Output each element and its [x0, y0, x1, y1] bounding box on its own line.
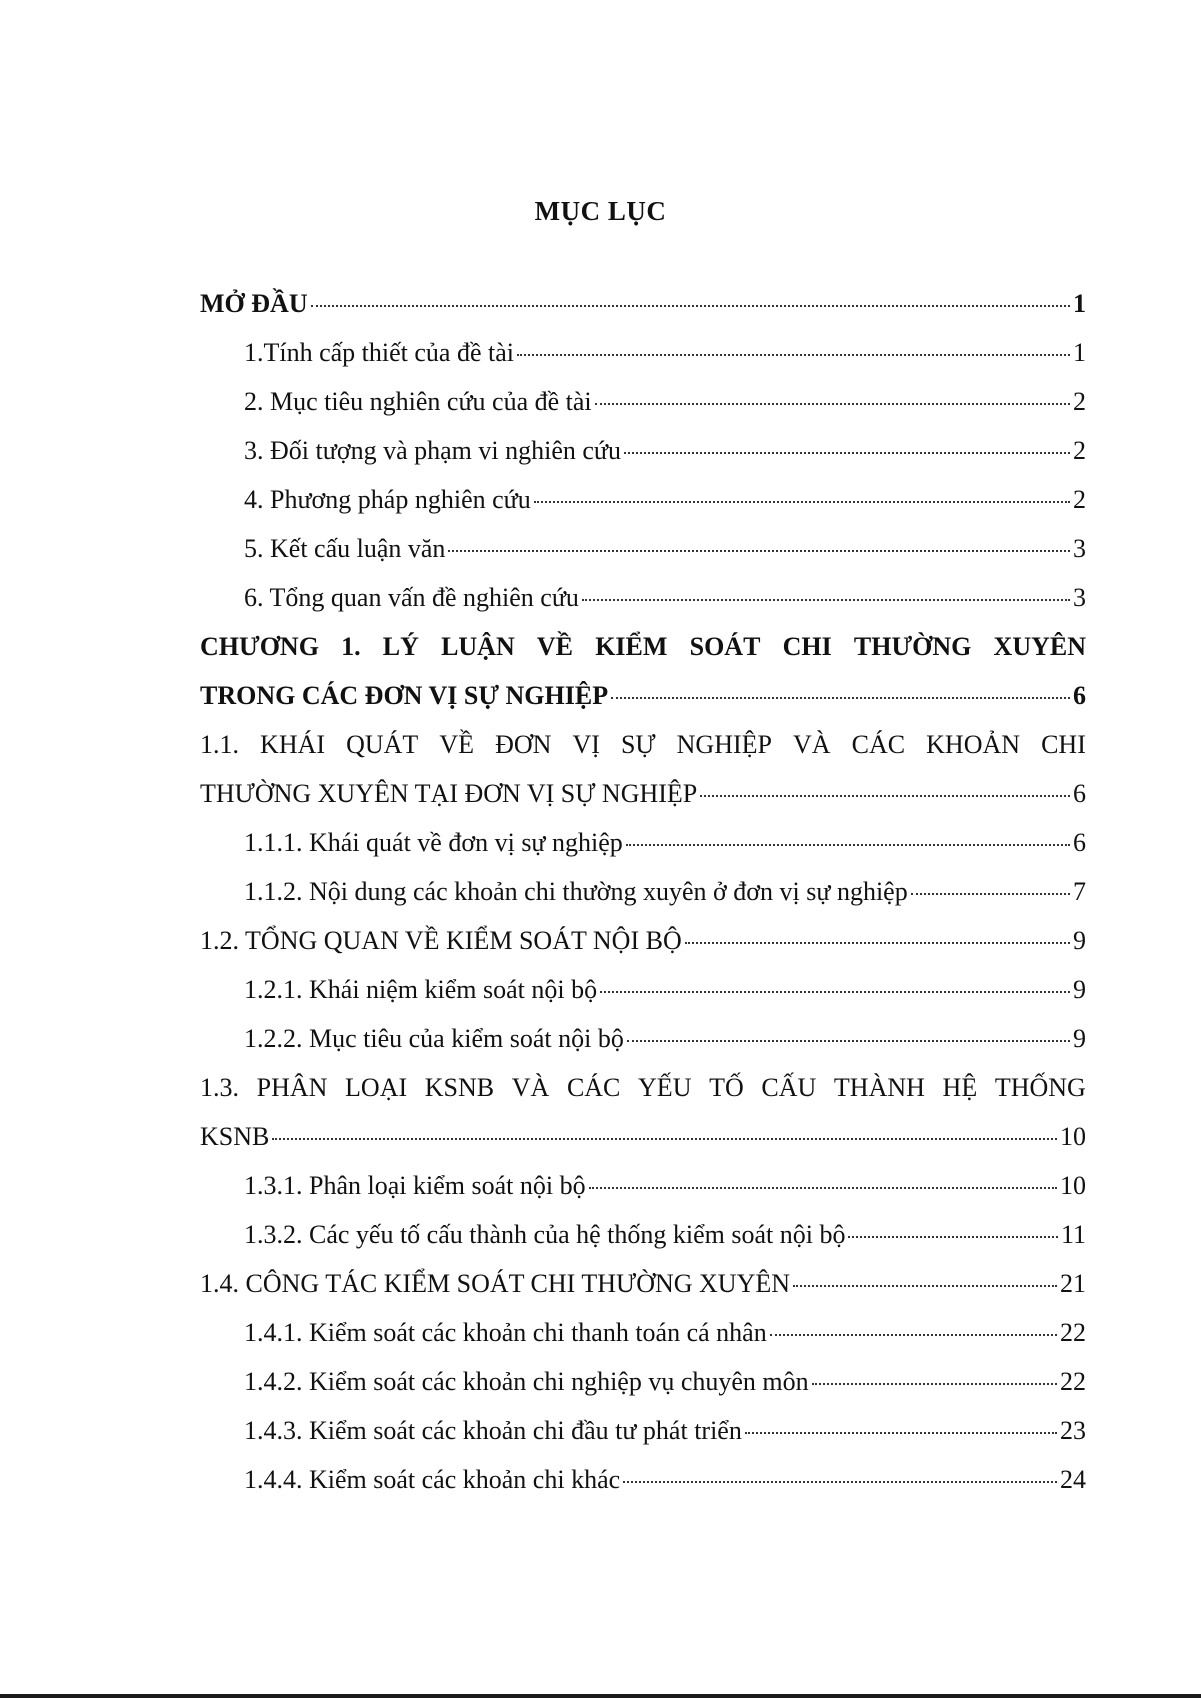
- toc-entry-label: 4. Phương pháp nghiên cứu: [244, 485, 531, 514]
- heading-word: KHÁI: [260, 730, 326, 759]
- toc-entry-heading-line: [200, 1074, 1086, 1123]
- toc-entry-page: 22: [1060, 1318, 1086, 1347]
- dot-leader: [311, 305, 1070, 307]
- toc-entry: [200, 878, 1086, 927]
- heading-word: ĐƠN: [495, 730, 552, 759]
- heading-word: KHOẢN: [926, 730, 1021, 759]
- heading-word: KSNB: [424, 1073, 495, 1102]
- heading-word: VỀ: [536, 632, 574, 661]
- toc-entry-label: 5. Kết cấu luận văn: [244, 534, 446, 563]
- dot-leader: [812, 1383, 1057, 1385]
- toc-entry: [200, 584, 1086, 633]
- heading-word: CHI: [1041, 730, 1086, 759]
- dot-leader: [611, 697, 1070, 699]
- toc-entry-label: KSNB: [200, 1122, 270, 1151]
- heading-word: XUYÊN: [993, 632, 1086, 661]
- page-bottom-border: [0, 1694, 1201, 1698]
- dot-leader: [627, 1040, 1070, 1042]
- heading-word: NGHIỆP: [676, 730, 772, 759]
- dot-leader: [624, 452, 1070, 454]
- toc-entry-page: 7: [1073, 877, 1086, 906]
- toc-entry: [200, 1417, 1086, 1466]
- toc-entry-label: TRONG CÁC ĐƠN VỊ SỰ NGHIỆP: [200, 681, 609, 710]
- dot-leader: [582, 599, 1070, 601]
- toc-entry-label: MỞ ĐẦU: [200, 289, 308, 318]
- toc-entry-page: 6: [1073, 828, 1086, 857]
- dot-leader: [272, 1138, 1057, 1140]
- heading-word: 1.1.: [200, 730, 239, 759]
- toc-entry-page: 2: [1073, 485, 1086, 514]
- toc-entry-label: 3. Đối tượng và phạm vi nghiên cứu: [244, 436, 621, 465]
- toc-entry: [200, 829, 1086, 878]
- toc-entry-page: 6: [1073, 779, 1086, 808]
- dot-leader: [623, 1481, 1057, 1483]
- heading-word: KIỂM: [595, 632, 668, 661]
- toc-entry: [200, 1172, 1086, 1221]
- toc-entry-label: 1.Tính cấp thiết của đề tài: [244, 338, 515, 367]
- toc-entry: [200, 780, 1086, 829]
- heading-word: TỐ: [709, 1073, 744, 1102]
- toc-entry: [200, 682, 1086, 731]
- heading-word: VỊ: [572, 730, 600, 759]
- toc-entry: [200, 976, 1086, 1025]
- toc-entry: [200, 1025, 1086, 1074]
- toc-entry-page: 1: [1073, 338, 1086, 367]
- toc-entry-label: 1.4.3. Kiểm soát các khoản chi đầu tư phát triển: [244, 1416, 742, 1445]
- toc-entry: [200, 927, 1086, 976]
- table-of-contents: [200, 290, 1086, 1515]
- toc-entry-page: 9: [1073, 926, 1086, 955]
- heading-word: LOẠI: [345, 1073, 408, 1102]
- toc-entry-page: 9: [1073, 1024, 1086, 1053]
- toc-entry: [200, 437, 1086, 486]
- heading-word: LUẬN: [441, 632, 515, 661]
- toc-entry-page: 10: [1060, 1122, 1086, 1151]
- heading-word: THÀNH: [833, 1073, 925, 1102]
- toc-entry-label: THƯỜNG XUYÊN TẠI ĐƠN VỊ SỰ NGHIỆP: [200, 779, 698, 808]
- heading-word: QUÁT: [346, 730, 419, 759]
- toc-entry-label: 1.2.1. Khái niệm kiểm soát nội bộ: [244, 975, 598, 1004]
- toc-entry: [200, 1466, 1086, 1515]
- toc-entry: [200, 388, 1086, 437]
- toc-entry-label: 1.1.1. Khái quát về đơn vị sự nghiệp: [244, 828, 623, 857]
- toc-entry: [200, 535, 1086, 584]
- toc-entry-label: 1.1.2. Nội dung các khoản chi thường xuyên ở đơn vị sự nghiệp: [244, 877, 908, 906]
- toc-entry-label: 1.2. TỔNG QUAN VỀ KIỂM SOÁT NỘI BỘ: [200, 926, 682, 955]
- heading-word: THỐNG: [994, 1073, 1086, 1102]
- toc-entry-page: 22: [1060, 1367, 1086, 1396]
- heading-word: CHI: [782, 632, 832, 661]
- toc-entry-page: 2: [1073, 436, 1086, 465]
- heading-word: VÀ: [793, 730, 831, 759]
- dot-leader: [848, 1236, 1057, 1238]
- heading-word: VỀ: [439, 730, 475, 759]
- toc-entry-page: 9: [1073, 975, 1086, 1004]
- toc-entry-page: 11: [1060, 1220, 1086, 1249]
- toc-entry-label: 1.2.2. Mục tiêu của kiểm soát nội bộ: [244, 1024, 624, 1053]
- dot-leader: [793, 1285, 1057, 1287]
- dot-leader: [448, 550, 1070, 552]
- dot-leader: [595, 403, 1070, 405]
- toc-entry-heading-line: [200, 731, 1086, 780]
- toc-entry-page: 1: [1073, 289, 1086, 318]
- page-title: MỤC LỤC: [534, 196, 667, 226]
- heading-word: CHƯƠNG: [200, 632, 319, 661]
- toc-entry-page: 24: [1060, 1465, 1086, 1494]
- dot-leader: [626, 844, 1070, 846]
- heading-word: HỆ: [942, 1073, 978, 1102]
- heading-word: LÝ: [382, 632, 419, 661]
- dot-leader: [685, 942, 1070, 944]
- dot-leader: [911, 893, 1070, 895]
- heading-word: 1.3.: [200, 1073, 239, 1102]
- heading-word: SỰ: [620, 730, 656, 759]
- dot-leader: [589, 1187, 1057, 1189]
- toc-entry-label: 1.4.1. Kiểm soát các khoản chi thanh toán cá nhân: [244, 1318, 767, 1347]
- toc-entry: [200, 1319, 1086, 1368]
- toc-entry-label: 1.3.2. Các yếu tố cấu thành của hệ thống kiểm soát nội bộ: [244, 1220, 846, 1249]
- toc-entry-label: 1.4.2. Kiểm soát các khoản chi nghiệp vụ chuyên môn: [244, 1367, 809, 1396]
- toc-entry-label: 1.4. CÔNG TÁC KIỂM SOÁT CHI THƯỜNG XUYÊN: [200, 1269, 791, 1298]
- toc-entry-page: 3: [1073, 583, 1086, 612]
- toc-entry-label: 1.4.4. Kiểm soát các khoản chi khác: [244, 1465, 621, 1494]
- toc-entry: [200, 339, 1086, 388]
- toc-entry-page: 21: [1060, 1269, 1086, 1298]
- toc-entry: [200, 1221, 1086, 1270]
- heading-word: CÁC: [851, 730, 906, 759]
- dot-leader: [745, 1432, 1057, 1434]
- toc-entry: [200, 486, 1086, 535]
- toc-entry-label: 6. Tổng quan vấn đề nghiên cứu: [244, 583, 579, 612]
- heading-word: SOÁT: [689, 632, 761, 661]
- toc-entry-page: 10: [1060, 1171, 1086, 1200]
- toc-entry: [200, 1368, 1086, 1417]
- toc-entry-label: 1.3.1. Phân loại kiểm soát nội bộ: [244, 1171, 586, 1200]
- heading-word: VÀ: [511, 1073, 550, 1102]
- heading-word: CẤU: [761, 1073, 817, 1102]
- heading-word: 1.: [341, 632, 361, 661]
- dot-leader: [534, 501, 1070, 503]
- toc-entry-heading-line: [200, 633, 1086, 682]
- toc-entry: [200, 1270, 1086, 1319]
- toc-entry: [200, 1123, 1086, 1172]
- heading-word: YẾU: [638, 1073, 692, 1102]
- dot-leader: [600, 991, 1070, 993]
- toc-entry-label: 2. Mục tiêu nghiên cứu của đề tài: [244, 387, 592, 416]
- toc-entry-page: 23: [1060, 1416, 1086, 1445]
- toc-entry: [200, 290, 1086, 339]
- dot-leader: [517, 354, 1070, 356]
- heading-word: CÁC: [566, 1073, 621, 1102]
- dot-leader: [770, 1334, 1057, 1336]
- toc-entry-page: 6: [1073, 681, 1086, 710]
- toc-entry-page: 2: [1073, 387, 1086, 416]
- heading-word: THƯỜNG: [853, 632, 972, 661]
- dot-leader: [700, 795, 1070, 797]
- toc-entry-page: 3: [1073, 534, 1086, 563]
- heading-word: PHÂN: [256, 1073, 328, 1102]
